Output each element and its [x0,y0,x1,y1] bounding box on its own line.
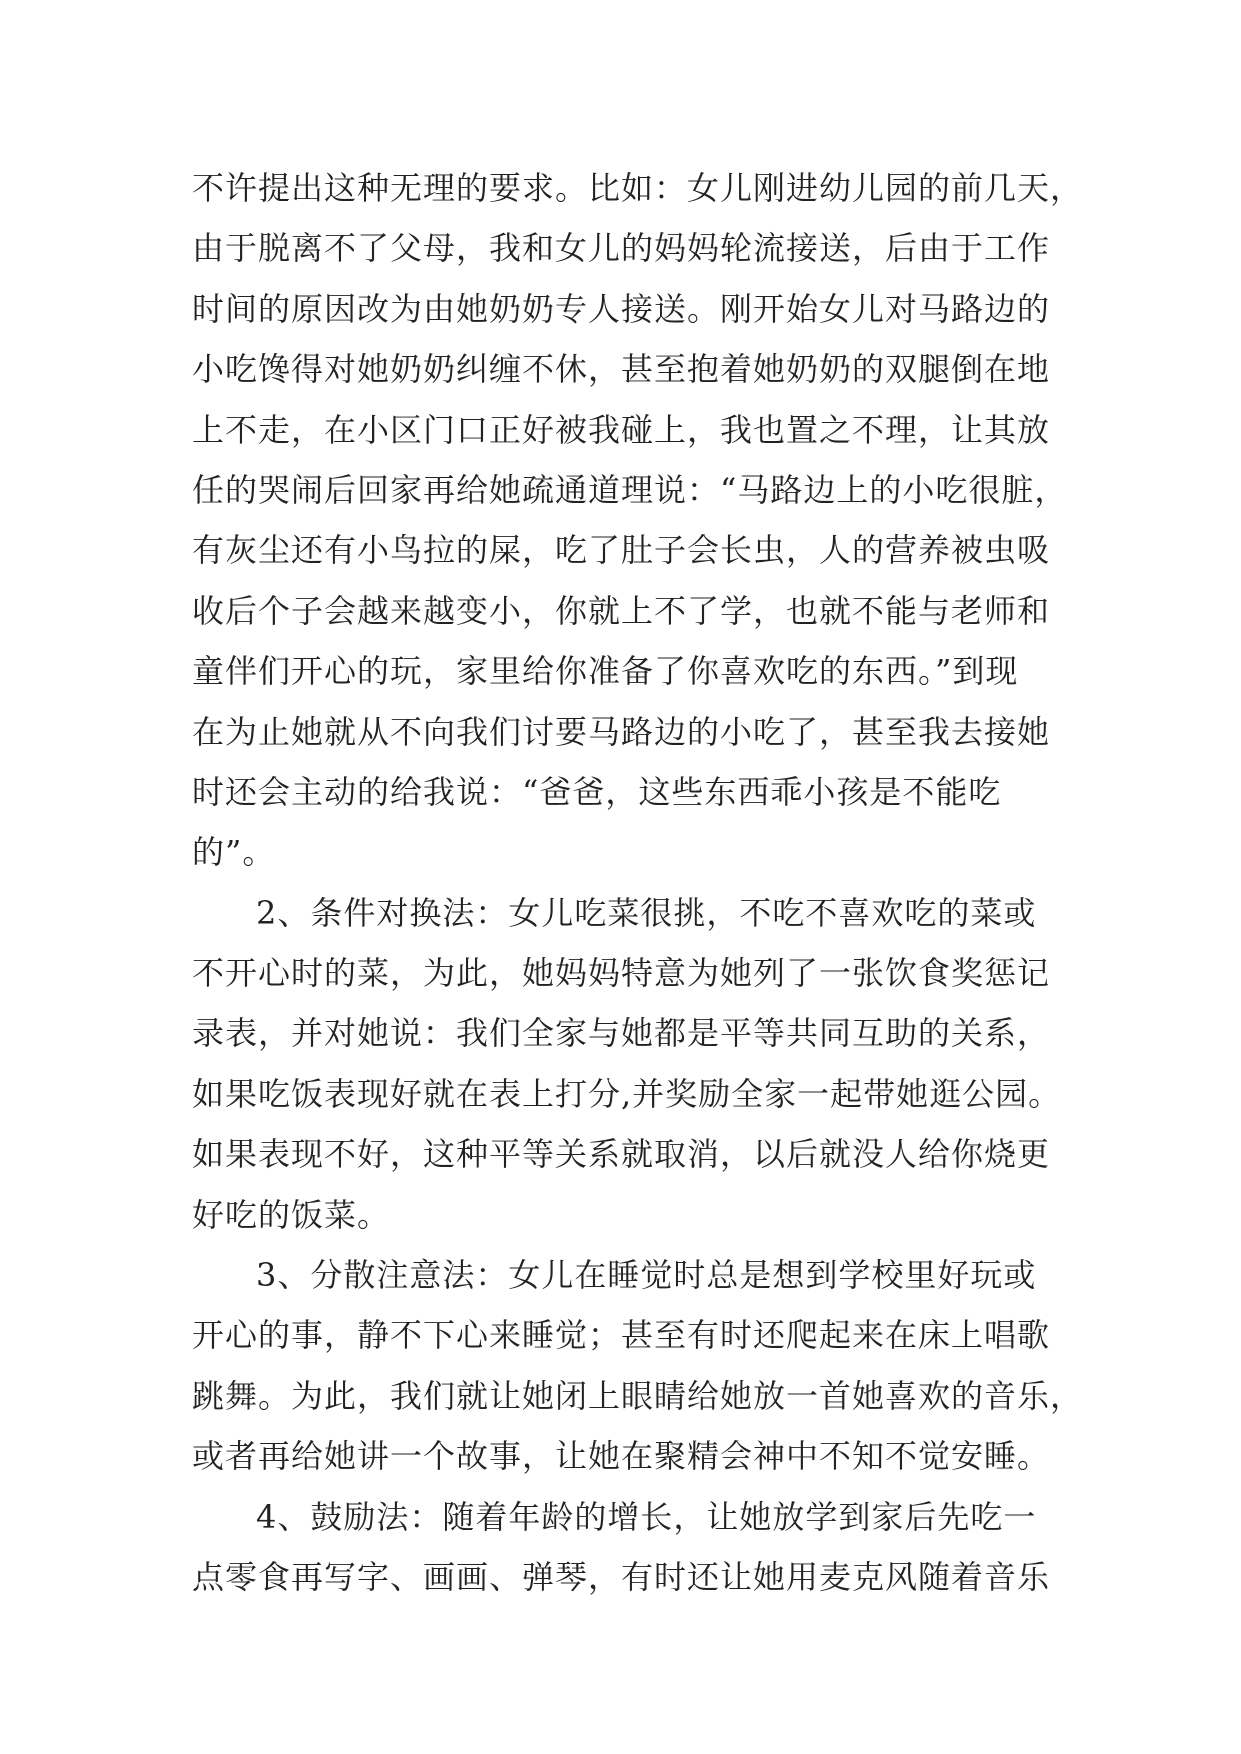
text-line: 好吃的饭菜。 [192,1195,391,1234]
text-line: 不许提出这种无理的要求。比如：女儿刚进幼儿园的前几天， [192,169,1084,207]
text-line: 点零食再写字、画画、弹琴，有时还让她用麦克风随着音乐 [192,1557,1051,1596]
text-line: 不开心时的菜，为此，她妈妈特意为她列了一张饮食奖惩记 [192,954,1051,993]
paragraph-heading-line: 3、分散注意法：女儿在睡觉时总是想到学校里好玩或 [256,1256,1037,1295]
text-line: 开心的事，静不下心来睡觉；甚至有时还爬起来在床上唱歌 [192,1316,1051,1355]
paragraph-heading-line: 2、条件对换法：女儿吃菜很挑，不吃不喜欢吃的菜或 [256,893,1037,932]
text-line: 的”。 [192,833,276,872]
text-line: 如果表现不好，这种平等关系就取消，以后就没人给你烧更 [192,1135,1051,1174]
text-line: 跳舞。为此，我们就让她闭上眼睛给她放一首她喜欢的音乐， [192,1376,1084,1415]
text-line: 有灰尘还有小鸟拉的屎，吃了肚子会长虫，人的营养被虫吸 [192,531,1051,570]
text-line: 如果吃饭表现好就在表上打分,并奖励全家一起带她逛公园。 [192,1074,1062,1113]
paragraph-heading-line: 4、鼓励法：随着年龄的增长，让她放学到家后先吃一 [256,1497,1037,1536]
text-line: 或者再给她讲一个故事，让她在聚精会神中不知不觉安睡。 [192,1437,1051,1476]
text-line: 时间的原因改为由她奶奶专人接送。刚开始女儿对马路边的 [192,289,1051,328]
text-line: 在为止她就从不向我们讨要马路边的小吃了，甚至我去接她 [192,712,1051,751]
body-text [192,158,1084,1607]
text-line: 收后个子会越来越变小，你就上不了学，也就不能与老师和 [192,591,1051,630]
text-line: 上不走，在小区门口正好被我碰上，我也置之不理，让其放 [192,410,1051,449]
text-line: 小吃馋得对她奶奶纠缠不休，甚至抱着她奶奶的双腿倒在地 [192,350,1051,389]
text-line: 时还会主动的给我说：“爸爸，这些东西乖小孩是不能吃 [192,772,1002,811]
text-line: 由于脱离不了父母，我和女儿的妈妈轮流接送，后由于工作 [192,229,1051,268]
text-line: 录表，并对她说：我们全家与她都是平等共同互助的关系， [192,1014,1051,1053]
text-line: 童伴们开心的玩，家里给你准备了你喜欢吃的东西。”到现 [192,652,1019,691]
text-line: 任的哭闹后回家再给她疏通道理说：“马路边上的小吃很脏， [192,470,1068,509]
